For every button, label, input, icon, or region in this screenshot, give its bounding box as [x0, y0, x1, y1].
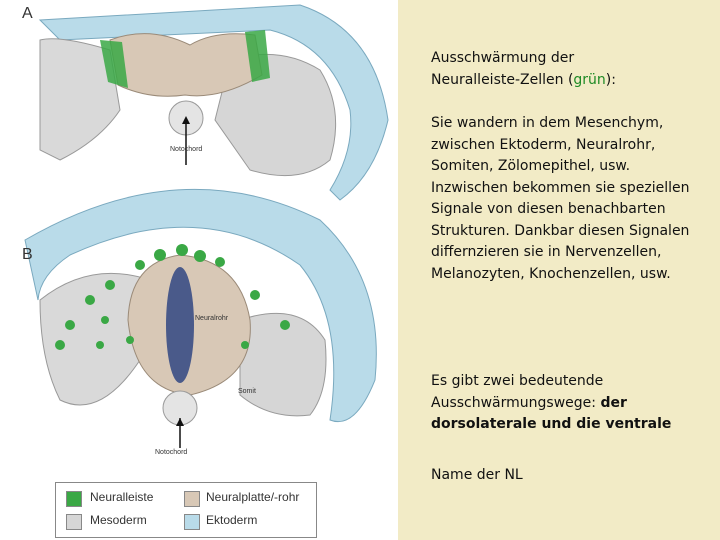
legend-swatch-neuralleiste — [66, 491, 82, 507]
legend-swatch-ektoderm — [184, 514, 200, 530]
somit-label: Somit — [238, 388, 256, 395]
legend-label-ektoderm: Ektoderm — [206, 513, 258, 527]
legend-label-neuralleiste: Neuralleiste — [90, 490, 154, 504]
legend-swatch-mesoderm — [66, 514, 82, 530]
paragraph: Sie wandern in dem Mesenchym, zwischen Ektoderm, Neuralrohr, Somiten, Zölomepithel, usw. Inzwischen bekommen sie speziellen Signale von diesen benachbarten Strukturen. Dankbar diesen Signalen differnzieren sie in Nervenzellen, Melanozyten, Knochenzellen, usw. — [431, 115, 690, 282]
neural-plate-a — [110, 34, 262, 97]
legend-swatch-neuralplatte — [184, 491, 200, 507]
notochord-label-b: Notochord — [155, 449, 188, 456]
heading-line2-post: ): — [605, 71, 616, 88]
heading-line1: Ausschwärmung der — [431, 50, 575, 66]
heading-green: grün — [573, 71, 606, 88]
legend-label-neuralplatte: Neuralplatte/-rohr — [206, 490, 300, 504]
name-text: Name der NL — [431, 467, 523, 483]
heading-line2-pre: Neuralleiste-Zellen ( — [431, 71, 574, 88]
legend — [55, 482, 317, 538]
paths-text — [431, 371, 701, 436]
paths-bold: der dorsolaterale und die ventrale — [431, 394, 672, 432]
legend-label-mesoderm: Mesoderm — [90, 513, 147, 527]
neuralrohr-label: Neuralrohr — [195, 315, 229, 322]
panel-a-label: A — [22, 5, 33, 22]
notochord-label-a: Notochord — [170, 146, 203, 153]
paths-pre: Es gibt zwei bedeutende Ausschwärmungswege: — [431, 373, 604, 411]
panel-b-label: B — [22, 246, 33, 263]
neural-canal-b — [166, 267, 194, 383]
panel-a-diagram — [40, 5, 388, 200]
heading — [431, 48, 701, 91]
